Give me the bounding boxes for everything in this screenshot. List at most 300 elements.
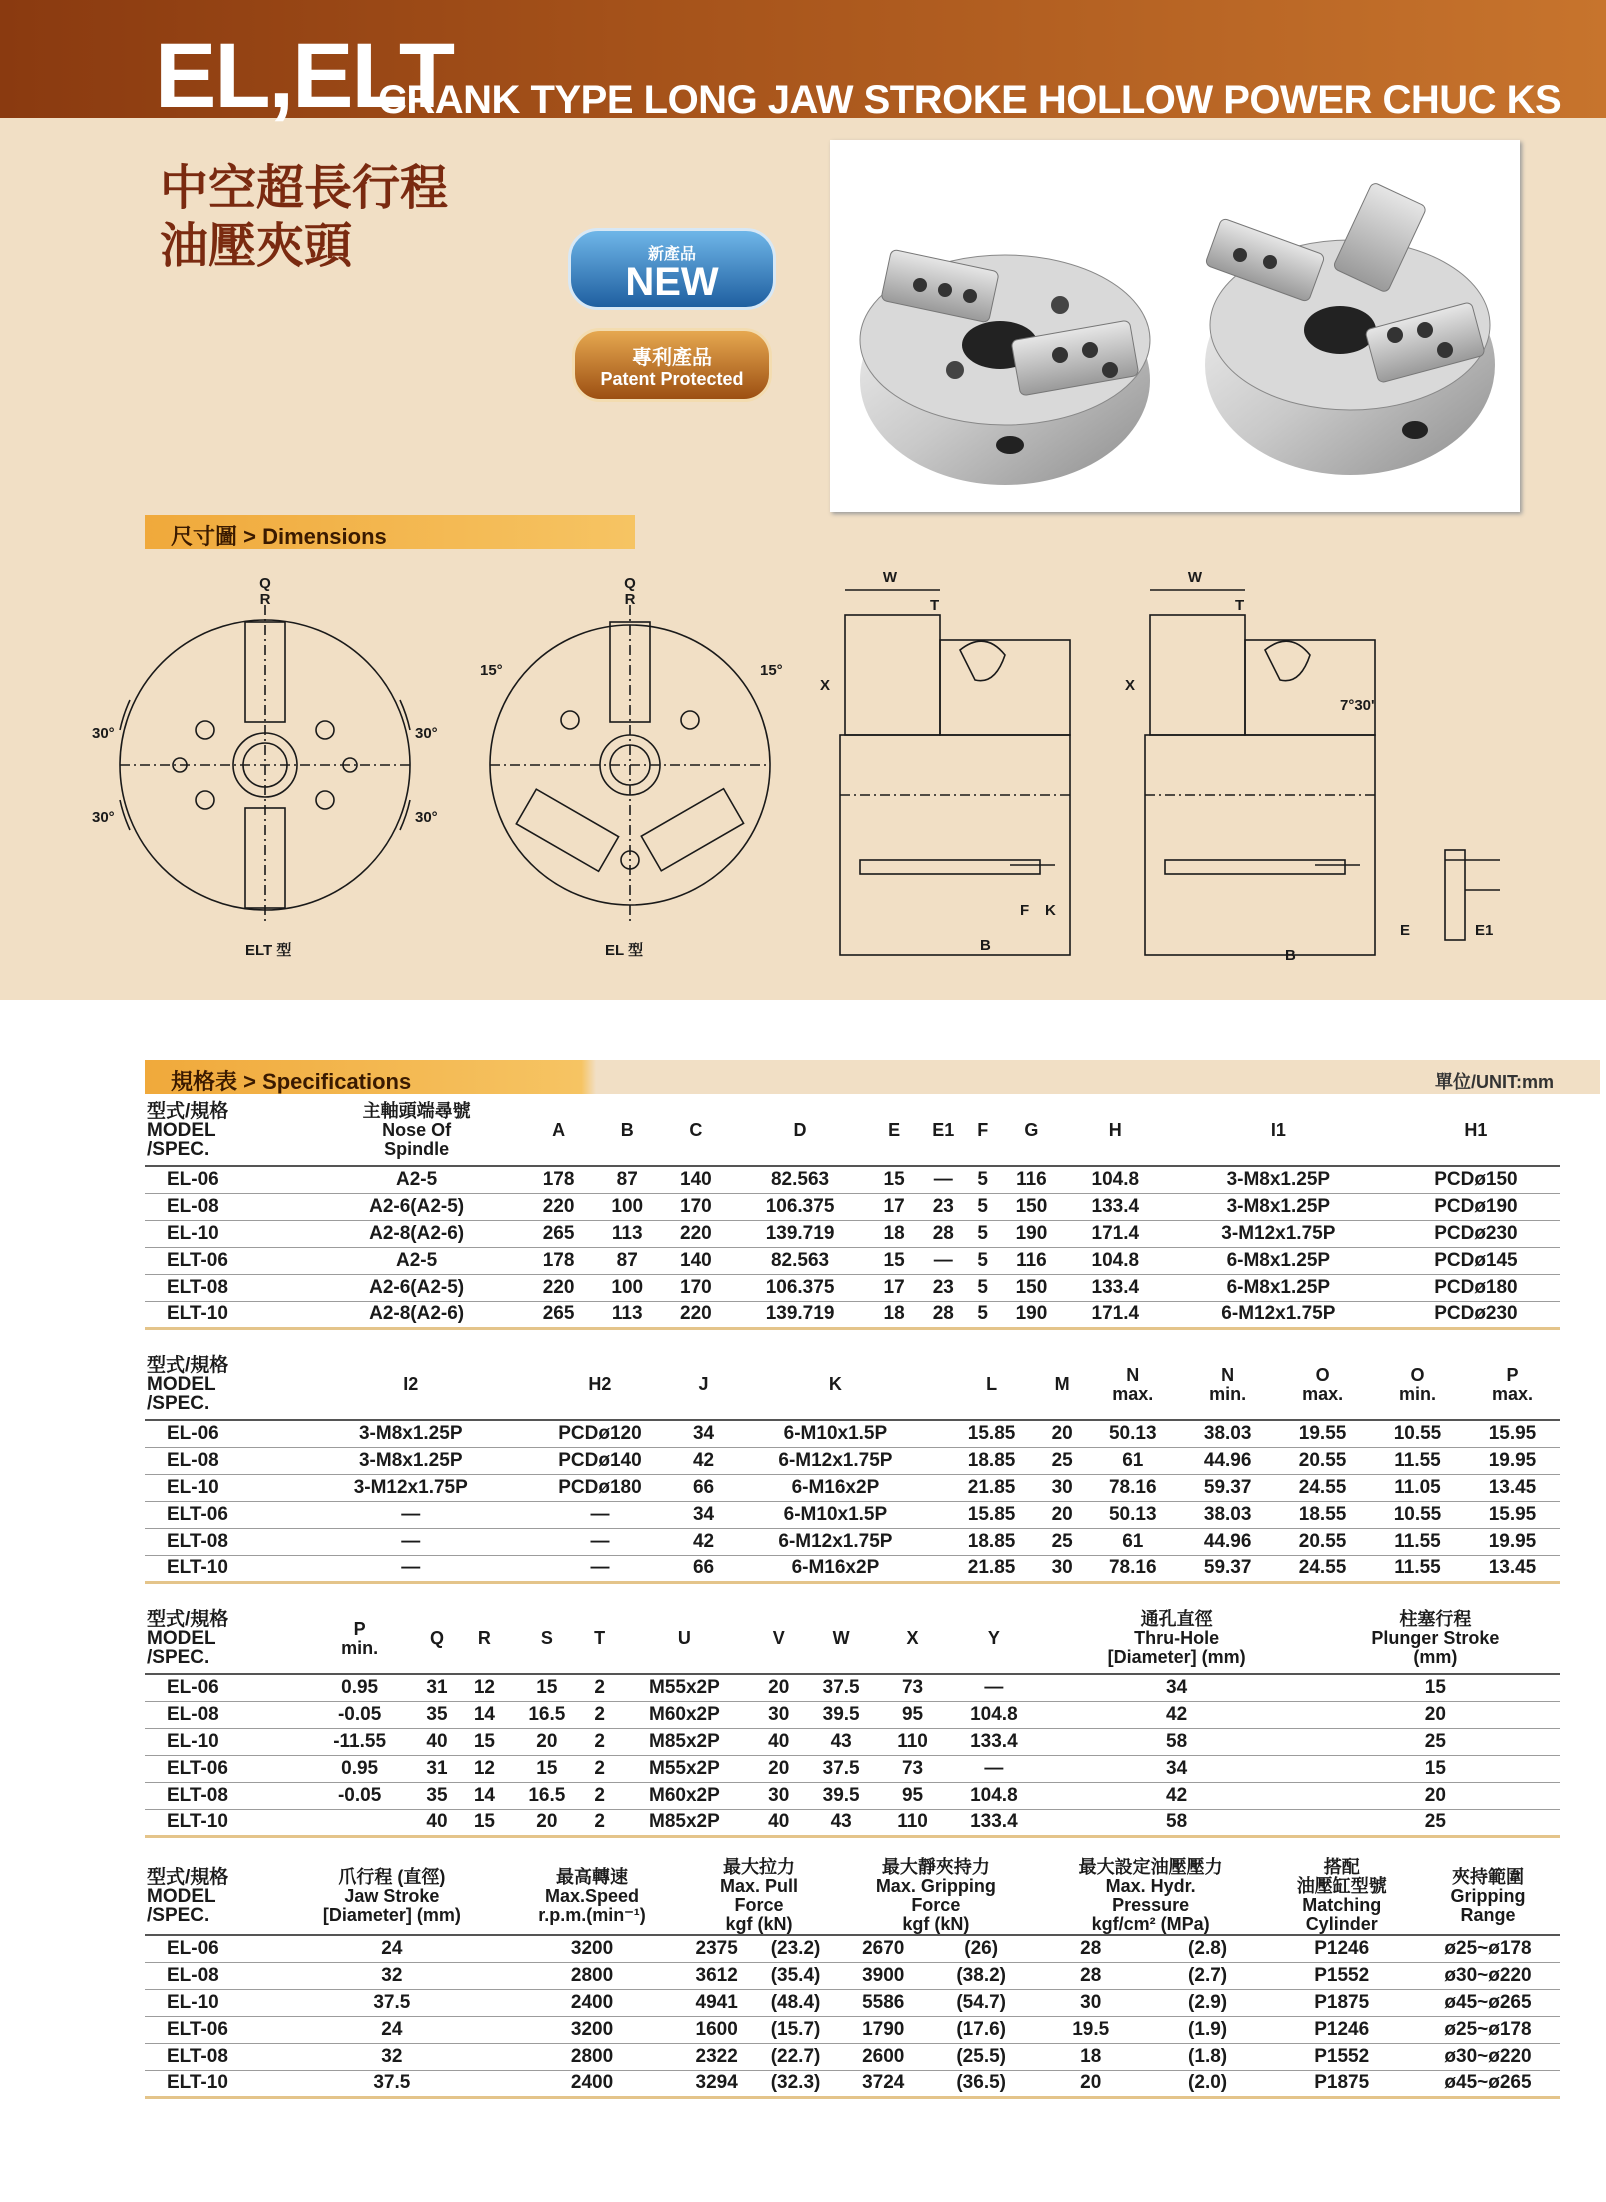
table-cell: 116 [997,1247,1066,1274]
table-cell: P1875 [1267,2070,1415,2097]
chuck-illustration [830,140,1520,512]
table-cell: PCDø230 [1392,1301,1560,1328]
table-cell: EL-10 [145,1989,280,2016]
table-row [145,1528,1560,1555]
table-cell: 38.03 [1180,1420,1275,1447]
table-cell: 104.8 [945,1782,1042,1809]
table-cell: 190 [997,1301,1066,1328]
spec-table-4 [145,1858,1560,2099]
table-cell: PCDø180 [519,1474,680,1501]
table-cell: (2.7) [1148,1962,1268,1989]
table-cell: EL-06 [145,1674,306,1701]
table-cell: 30 [755,1701,802,1728]
dimensions-heading: 尺寸圖 > Dimensions [171,524,387,549]
table-cell: 35 [413,1782,460,1809]
angle-30-d: 30° [415,809,438,826]
table-cell: 106.375 [730,1193,870,1220]
column-header: P min. [306,1604,413,1674]
table-cell: (1.8) [1148,2043,1268,2070]
table-cell: 59.37 [1180,1474,1275,1501]
table-cell: 220 [662,1301,731,1328]
table-cell: ø45~ø265 [1416,2070,1560,2097]
new-product-badge: 新產品 NEW [568,228,776,310]
table-cell: 28 [1034,1962,1148,1989]
table-cell: 16.5 [508,1782,585,1809]
table-cell: P1246 [1267,2016,1415,2043]
column-header: 最大拉力 Max. Pull Force kgf (kN) [680,1858,838,1935]
table-cell: 171.4 [1066,1220,1165,1247]
table-cell: -11.55 [306,1728,413,1755]
table-cell: 18 [870,1220,918,1247]
table-cell: (2.0) [1148,2070,1268,2097]
table-cell: 3-M12x1.75P [302,1474,519,1501]
model-title: EL,ELT [155,25,454,127]
label-e: E [1400,922,1411,939]
column-header: U [614,1604,755,1674]
table-cell: EL-08 [145,1701,306,1728]
table-cell: 32 [280,1962,504,1989]
table-cell: 15.85 [944,1420,1039,1447]
table-cell: 20 [1311,1782,1560,1809]
table-cell: EL-08 [145,1193,309,1220]
table-cell: 104.8 [945,1701,1042,1728]
table-cell: 220 [524,1274,593,1301]
table-cell: 3-M8x1.25P [302,1420,519,1447]
table-cell: — [302,1555,519,1582]
table-cell: 15.95 [1465,1501,1560,1528]
table-cell: 19.5 [1034,2016,1148,2043]
column-header: I1 [1165,1096,1392,1166]
chuck-three-jaw-image [1205,182,1495,475]
table-cell: — [918,1166,968,1193]
table-cell: 44.96 [1180,1447,1275,1474]
table-cell: 20 [1034,2070,1148,2097]
table-cell: 220 [524,1193,593,1220]
table-cell: 24.55 [1275,1474,1370,1501]
table-cell: 5 [968,1301,997,1328]
table-cell: 78.16 [1085,1474,1180,1501]
table-cell [306,1809,413,1836]
table-cell: 104.8 [1066,1247,1165,1274]
column-header: M [1039,1350,1085,1420]
table-cell: 40 [755,1809,802,1836]
table-cell: 133.4 [1066,1274,1165,1301]
table-cell: 37.5 [802,1674,879,1701]
table-cell: 20 [1311,1701,1560,1728]
table-cell: EL-06 [145,1166,309,1193]
table-cell: 5 [968,1220,997,1247]
table-cell: — [519,1528,680,1555]
table-row [145,1989,1560,2016]
table-cell: 150 [997,1193,1066,1220]
column-header: J [680,1350,726,1420]
table-cell: 104.8 [1066,1166,1165,1193]
table-cell: 5 [968,1193,997,1220]
table-cell: ø30~ø220 [1416,1962,1560,1989]
table-cell: 28 [1034,1935,1148,1962]
label-k: K [1045,902,1056,919]
column-header: H2 [519,1350,680,1420]
column-header: O min. [1370,1350,1465,1420]
table-cell: 12 [461,1674,508,1701]
table-cell: 6-M16x2P [727,1474,944,1501]
table-cell: ELT-08 [145,2043,280,2070]
table-cell: (25.5) [929,2043,1034,2070]
table-cell: 5 [968,1274,997,1301]
table-cell: 15 [870,1166,918,1193]
table-cell: ELT-10 [145,1301,309,1328]
table-cell: 25 [1039,1528,1085,1555]
table-cell: 139.719 [730,1301,870,1328]
table-cell: 150 [997,1274,1066,1301]
table-cell: EL-06 [145,1420,302,1447]
table-header-row [145,1858,1560,1935]
table-cell: ELT-06 [145,1247,309,1274]
table-cell: 15 [1311,1755,1560,1782]
table-cell: 20 [755,1674,802,1701]
column-header: 主軸頭端尋號 Nose Of Spindle [309,1096,524,1166]
table-cell: — [945,1674,1042,1701]
angle-15: 15° [480,662,503,679]
column-header: S [508,1604,585,1674]
table-cell: 20.55 [1275,1528,1370,1555]
table-cell: — [519,1555,680,1582]
table-cell: 73 [880,1674,945,1701]
table-cell: 10.55 [1370,1501,1465,1528]
table-cell: PCDø180 [1392,1274,1560,1301]
table-cell: 0.95 [306,1755,413,1782]
table-row [145,2043,1560,2070]
table-cell: EL-10 [145,1220,309,1247]
table-cell: 11.05 [1370,1474,1465,1501]
table-cell: ELT-06 [145,1501,302,1528]
column-header: X [880,1604,945,1674]
table-cell: A2-6(A2-5) [309,1274,524,1301]
table-cell: 95 [880,1782,945,1809]
table-cell: 100 [593,1274,662,1301]
column-header: H1 [1392,1096,1560,1166]
table-cell: 34 [1043,1674,1311,1701]
product-photo [830,140,1520,512]
table-cell: 61 [1085,1447,1180,1474]
table-cell: 10.55 [1370,1420,1465,1447]
table-cell: 24 [280,1935,504,1962]
table-cell: 1600 [680,2016,753,2043]
label-x: X [820,677,831,694]
table-cell: EL-08 [145,1962,280,1989]
table-cell: 15 [461,1728,508,1755]
table-cell: 2 [586,1755,614,1782]
table-cell: 66 [680,1555,726,1582]
table-cell: 3-M8x1.25P [1165,1193,1392,1220]
table-cell: 21.85 [944,1555,1039,1582]
table-cell: 34 [680,1420,726,1447]
dimension-drawing [92,560,1540,980]
chinese-title-line2: 油壓夾頭 [160,220,353,273]
table-row [145,1555,1560,1582]
table-row [145,1501,1560,1528]
column-header: 通孔直徑 Thru-Hole [Diameter] (mm) [1043,1604,1311,1674]
table-cell: 4941 [680,1989,753,2016]
table-cell: 6-M12x1.75P [1165,1301,1392,1328]
elt-type-label: ELT 型 [245,942,292,959]
table-cell: 87 [593,1247,662,1274]
table-row [145,1962,1560,1989]
table-cell: 2 [586,1782,614,1809]
spec-table-2 [145,1350,1560,1584]
table-cell: 2 [586,1809,614,1836]
table-cell: 6-M8x1.25P [1165,1274,1392,1301]
table-cell: 15.85 [944,1501,1039,1528]
table-cell: 3-M12x1.75P [1165,1220,1392,1247]
table-cell: M55x2P [614,1755,755,1782]
table-cell: 133.4 [1066,1193,1165,1220]
table-cell: (54.7) [929,1989,1034,2016]
table-cell: 78.16 [1085,1555,1180,1582]
table-cell: (17.6) [929,2016,1034,2043]
table-cell: 265 [524,1220,593,1247]
table-cell: 15 [1311,1674,1560,1701]
column-header: L [944,1350,1039,1420]
table-cell: 44.96 [1180,1528,1275,1555]
unit-label: 單位/UNIT:mm [1434,1072,1554,1092]
table-row [145,1166,1560,1193]
column-header: A [524,1096,593,1166]
table-cell: 2670 [838,1935,929,1962]
table-cell: 106.375 [730,1274,870,1301]
angle-30-b: 30° [92,809,115,826]
column-header: O max. [1275,1350,1370,1420]
table-row [145,1935,1560,1962]
table-cell: A2-5 [309,1166,524,1193]
table-cell: 5 [968,1166,997,1193]
table-cell: 21.85 [944,1474,1039,1501]
column-header: N max. [1085,1350,1180,1420]
column-header: 型式/規格 MODEL /SPEC. [145,1096,309,1166]
table-cell: ø45~ø265 [1416,1989,1560,2016]
table-cell: M60x2P [614,1782,755,1809]
table-cell: 43 [802,1809,879,1836]
table-cell: 66 [680,1474,726,1501]
table-cell: 42 [1043,1782,1311,1809]
table-cell: 23 [918,1193,968,1220]
table-cell: (35.4) [753,1962,838,1989]
table-cell: 3200 [504,1935,680,1962]
table-cell: 30 [1039,1474,1085,1501]
table-cell: 5586 [838,1989,929,2016]
table-cell: 73 [880,1755,945,1782]
table-cell: 18.85 [944,1528,1039,1555]
chinese-title [160,160,448,276]
table-cell: 2322 [680,2043,753,2070]
table-row [145,1420,1560,1447]
table-cell: (2.8) [1148,1935,1268,1962]
table-cell: 15.95 [1465,1420,1560,1447]
table-cell: 31 [413,1674,460,1701]
table-cell: 95 [880,1701,945,1728]
column-header: B [593,1096,662,1166]
table-cell: PCDø140 [519,1447,680,1474]
table-cell: 265 [524,1301,593,1328]
label-f: F [1020,902,1030,919]
table-cell: 2 [586,1701,614,1728]
table-cell: 3294 [680,2070,753,2097]
table-cell: 140 [662,1247,731,1274]
label-r-el: R [624,591,636,608]
table-cell: 30 [755,1782,802,1809]
chinese-title-line1: 中空超長行程 [160,162,449,215]
table-row [145,1728,1560,1755]
column-header: F [968,1096,997,1166]
table-cell: ELT-10 [145,2070,280,2097]
table-cell: 14 [461,1782,508,1809]
table-row [145,1220,1560,1247]
table-cell: 5 [968,1247,997,1274]
table-cell: 37.5 [802,1755,879,1782]
column-header: R [461,1604,508,1674]
table-cell: PCDø150 [1392,1166,1560,1193]
table-cell: ø25~ø178 [1416,2016,1560,2043]
table-cell: EL-08 [145,1447,302,1474]
table-cell: 6-M12x1.75P [727,1447,944,1474]
table-cell: 2800 [504,1962,680,1989]
table-cell: 20 [1039,1420,1085,1447]
table-cell: ø25~ø178 [1416,1935,1560,1962]
table-cell: 116 [997,1166,1066,1193]
table-cell: M55x2P [614,1674,755,1701]
table-row [145,1247,1560,1274]
table-cell: 170 [662,1274,731,1301]
label-w: W [882,569,898,586]
table-cell: 24.55 [1275,1555,1370,1582]
column-header: 最大設定油壓壓力 Max. Hydr. Pressure kgf/cm² (MPa) [1034,1858,1268,1935]
table-cell: P1552 [1267,1962,1415,1989]
table-cell: 18.55 [1275,1501,1370,1528]
label-w-el: W [1187,569,1203,586]
table-row [145,1674,1560,1701]
table-cell: (2.9) [1148,1989,1268,2016]
table-cell: P1246 [1267,1935,1415,1962]
spec-table-3 [145,1604,1560,1838]
label-b: B [980,937,991,954]
column-header: Q [413,1604,460,1674]
table-cell: P1875 [1267,1989,1415,2016]
table-row [145,1474,1560,1501]
table-cell: 2400 [504,2070,680,2097]
table-cell: 43 [802,1728,879,1755]
table-cell: (36.5) [929,2070,1034,2097]
table-cell: A2-6(A2-5) [309,1193,524,1220]
table-cell: 23 [918,1274,968,1301]
table-cell: 171.4 [1066,1301,1165,1328]
column-header: D [730,1096,870,1166]
column-header: E1 [918,1096,968,1166]
table-cell: 40 [413,1809,460,1836]
table-cell: 13.45 [1465,1474,1560,1501]
table-cell: ELT-08 [145,1528,302,1555]
table-header-row [145,1350,1560,1420]
table-cell: 20.55 [1275,1447,1370,1474]
table-cell: 35 [413,1701,460,1728]
table-cell: 15 [870,1247,918,1274]
table-cell: 3-M8x1.25P [302,1447,519,1474]
table-row [145,1755,1560,1782]
table-cell: 58 [1043,1809,1311,1836]
column-header: T [586,1604,614,1674]
table-cell: 87 [593,1166,662,1193]
table-row [145,1193,1560,1220]
table-cell: 110 [880,1809,945,1836]
table-cell: 6-M12x1.75P [727,1528,944,1555]
table-cell: 13.45 [1465,1555,1560,1582]
label-b-el: B [1285,947,1296,964]
table-cell: 37.5 [280,2070,504,2097]
table-cell: — [918,1247,968,1274]
column-header: C [662,1096,731,1166]
label-e1: E1 [1475,922,1494,939]
column-header: 搭配 油壓缸型號 Matching Cylinder [1267,1858,1415,1935]
table-cell: 42 [680,1528,726,1555]
patent-badge: 專利產品 Patent Protected [572,328,772,402]
column-header: 最大靜夾持力 Max. Gripping Force kgf (kN) [838,1858,1034,1935]
table-header-row [145,1604,1560,1674]
table-row [145,2016,1560,2043]
table-cell: (38.2) [929,1962,1034,1989]
table-cell: -0.05 [306,1782,413,1809]
table-cell: 3724 [838,2070,929,2097]
table-cell: 3-M8x1.25P [1165,1166,1392,1193]
angle-7-30: 7°30' [1340,697,1375,714]
table-cell: 19.55 [1275,1420,1370,1447]
column-header: N min. [1180,1350,1275,1420]
table-cell: ELT-06 [145,1755,306,1782]
table-cell: — [519,1501,680,1528]
table-cell: 11.55 [1370,1528,1465,1555]
table-cell: 2 [586,1728,614,1755]
table-cell: A2-8(A2-6) [309,1220,524,1247]
table-cell: 2 [586,1674,614,1701]
table-cell: 17 [870,1274,918,1301]
table-cell: A2-5 [309,1247,524,1274]
table-cell: 178 [524,1247,593,1274]
column-header: 夾持範圍 Gripping Range [1416,1858,1560,1935]
label-x-el: X [1125,677,1136,694]
specifications-section-bar [145,1060,1600,1094]
table-row [145,1301,1560,1328]
table-cell: 15 [508,1755,585,1782]
table-cell: 82.563 [730,1247,870,1274]
angle-15-b: 15° [760,662,783,679]
table-cell: 6-M10x1.5P [727,1420,944,1447]
label-q-el: Q [624,575,636,592]
table-cell: 14 [461,1701,508,1728]
table-cell: -0.05 [306,1701,413,1728]
table-cell: (26) [929,1935,1034,1962]
dimensions-section-bar [145,515,635,549]
table-row [145,1782,1560,1809]
table-cell: 12 [461,1755,508,1782]
table-cell: EL-10 [145,1728,306,1755]
table-cell: 40 [413,1728,460,1755]
table-cell: 220 [662,1220,731,1247]
table-cell: 28 [918,1301,968,1328]
label-r: R [259,591,271,608]
table-cell: 190 [997,1220,1066,1247]
table-cell: 30 [1039,1555,1085,1582]
table-cell: 25 [1039,1447,1085,1474]
product-title: CRANK TYPE LONG JAW STROKE HOLLOW POWER CHUC KS [378,78,1562,122]
table-cell: 18 [1034,2043,1148,2070]
